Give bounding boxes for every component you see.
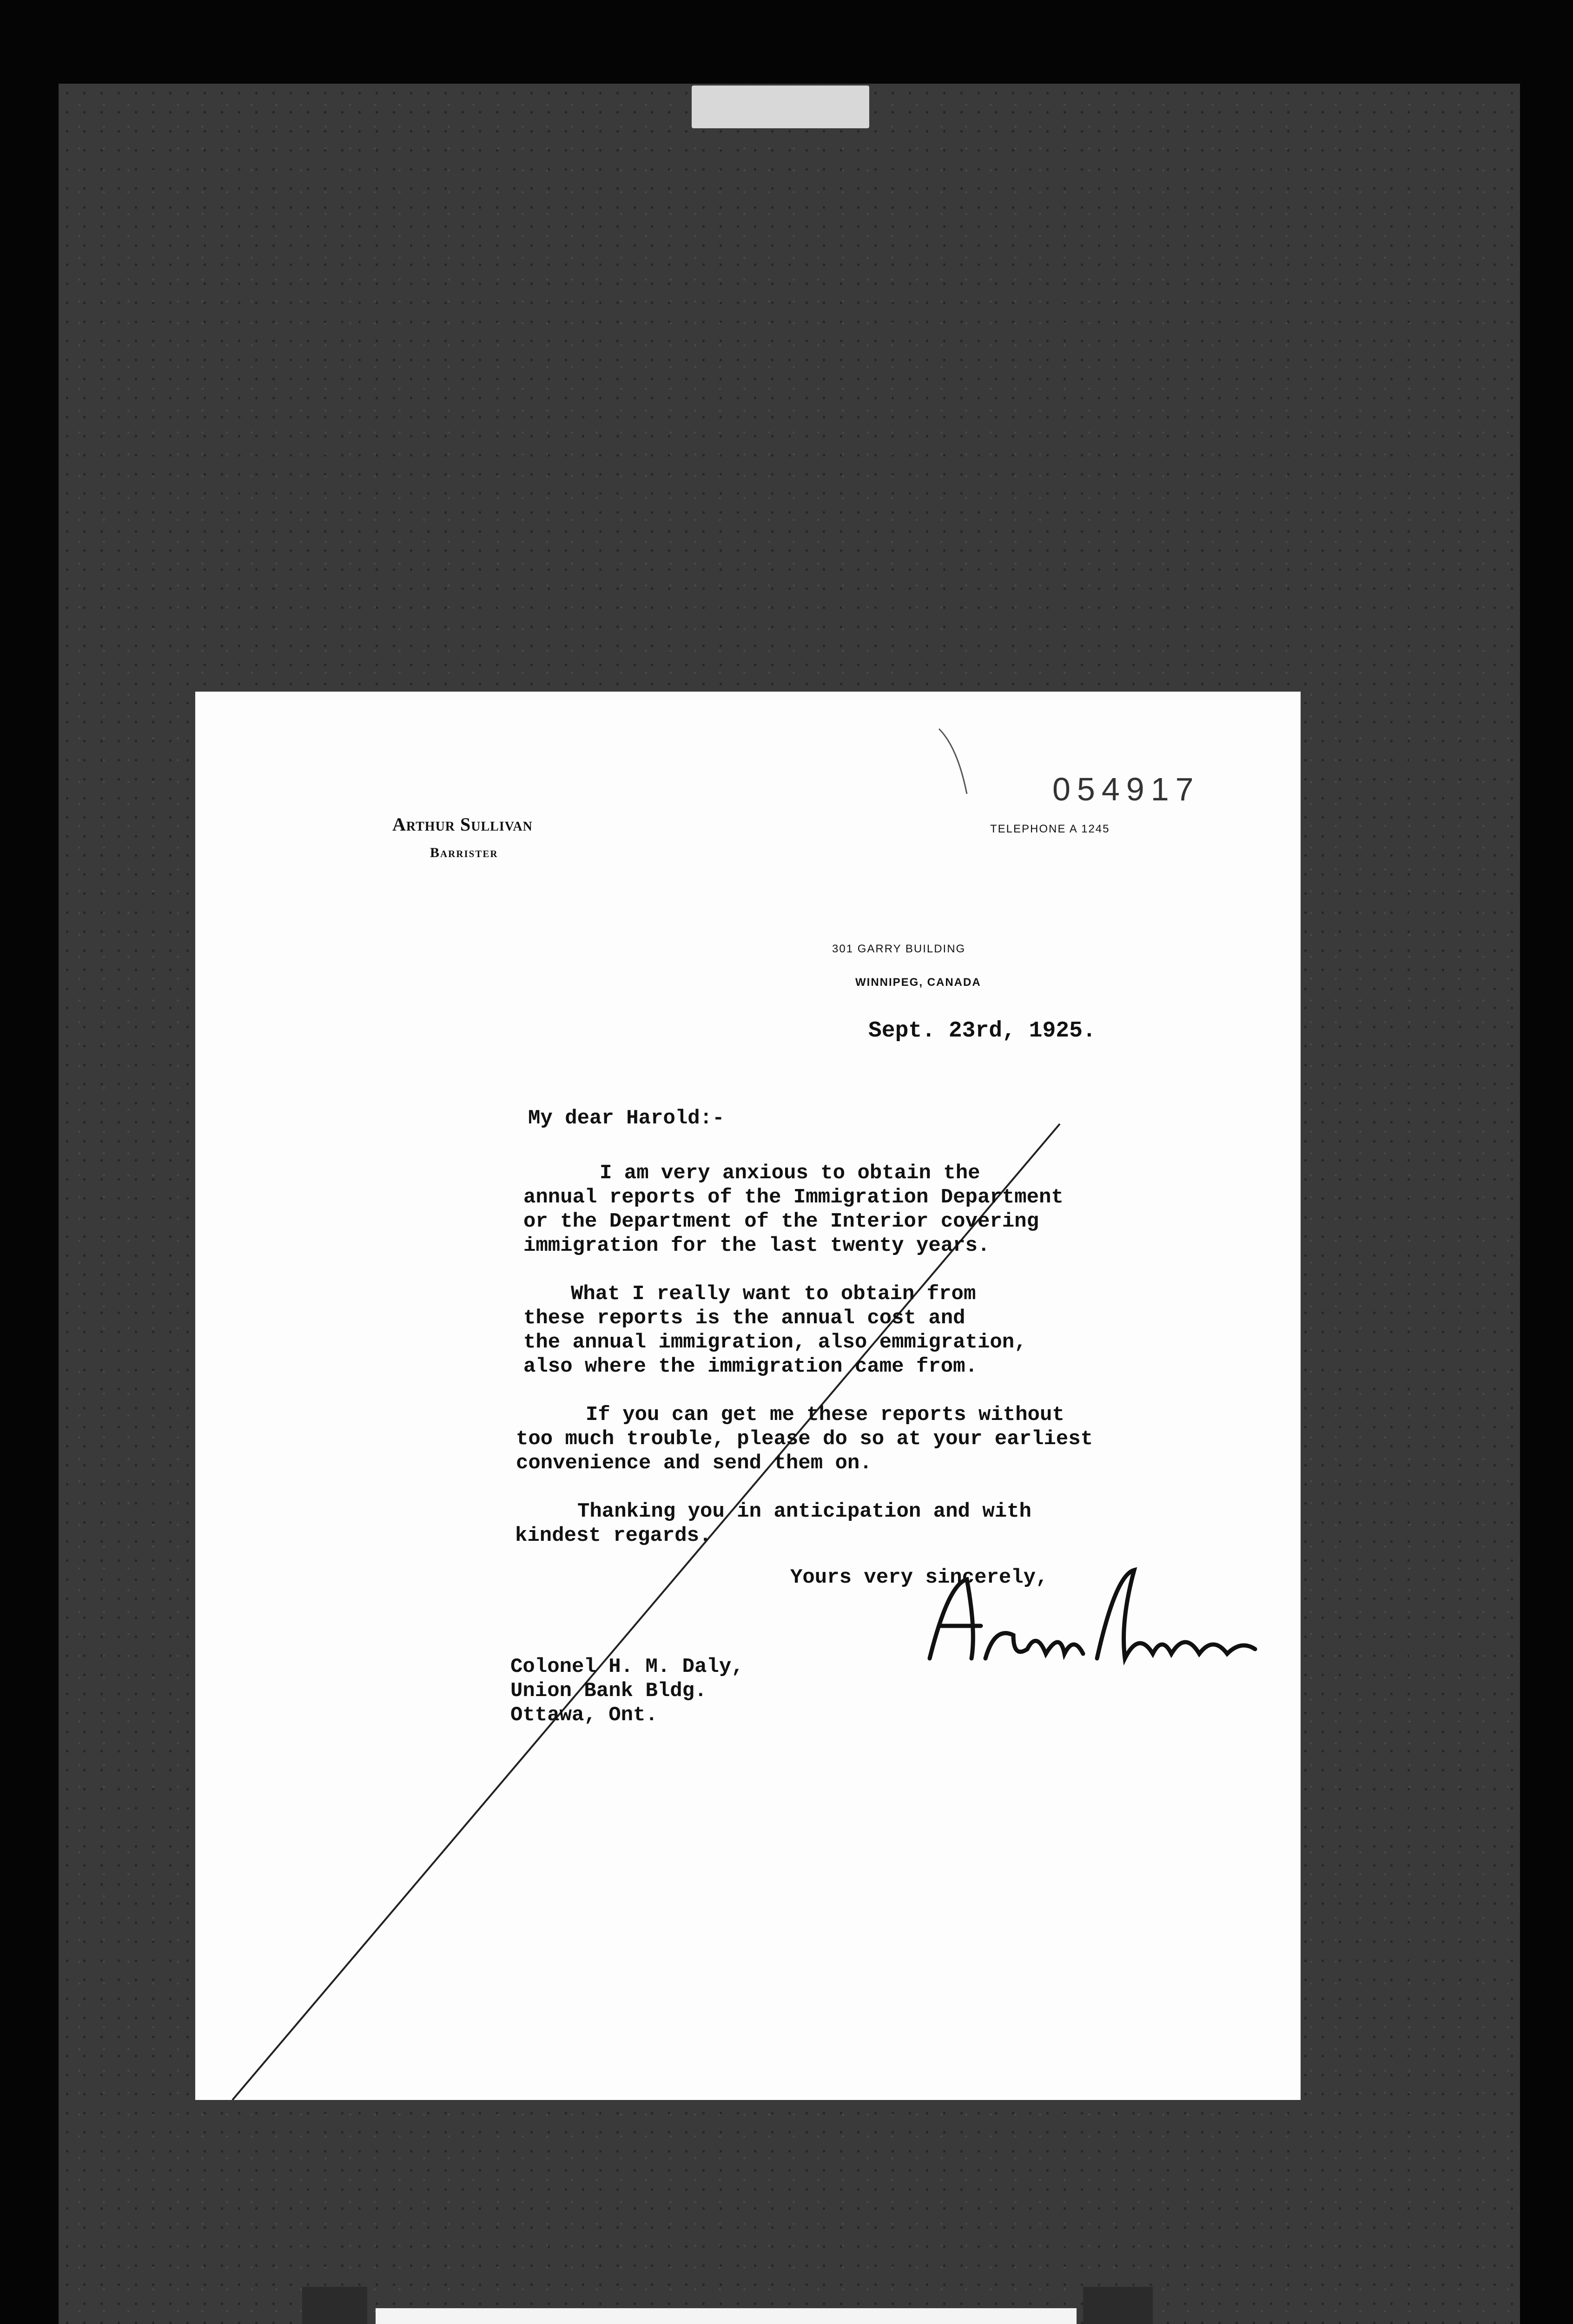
body-line: Thanking you in anticipation and with bbox=[577, 1500, 1031, 1523]
signature bbox=[920, 1565, 1274, 1686]
letter-sheet bbox=[195, 692, 1301, 2100]
mount-tab bbox=[302, 2287, 367, 2324]
archive-number: 054917 bbox=[1052, 771, 1200, 807]
body-line: If you can get me these reports without bbox=[586, 1403, 1064, 1426]
body-line: too much trouble, please do so at your earliest bbox=[516, 1427, 1093, 1451]
recipient-line: Union Bank Bldg. bbox=[510, 1679, 707, 1703]
letterhead-address-1: 301 GARRY BUILDING bbox=[832, 943, 966, 955]
strike-line bbox=[195, 692, 1301, 2100]
recipient-line: Ottawa, Ont. bbox=[510, 1703, 658, 1727]
body-line: convenience and send them on. bbox=[516, 1452, 872, 1475]
letterhead-telephone: TELEPHONE A 1245 bbox=[990, 823, 1110, 835]
mount-tab bbox=[1083, 2287, 1153, 2324]
body-line: the annual immigration, also emmigration, bbox=[523, 1331, 1027, 1354]
body-line: annual reports of the Immigration Department bbox=[523, 1186, 1064, 1209]
salutation: My dear Harold:- bbox=[528, 1107, 725, 1130]
closing: Yours very sincerely, bbox=[790, 1566, 1048, 1589]
body-line: immigration for the last twenty years. bbox=[523, 1234, 990, 1257]
body-line: kindest regards. bbox=[515, 1524, 712, 1547]
letterhead-address-2: WINNIPEG, CANADA bbox=[855, 976, 981, 989]
recipient-line: Colonel H. M. Daly, bbox=[510, 1655, 744, 1678]
letter-date: Sept. 23rd, 1925. bbox=[868, 1018, 1096, 1043]
letterhead-name: Arthur Sullivan bbox=[392, 814, 533, 835]
body-line: What I really want to obtain from bbox=[571, 1282, 976, 1306]
mounting-clip bbox=[692, 86, 869, 128]
body-line: also where the immigration came from. bbox=[523, 1355, 978, 1378]
letterhead-title: Barrister bbox=[430, 845, 498, 860]
archive-reference-slip bbox=[376, 2308, 1077, 2324]
body-line: or the Department of the Interior covering bbox=[523, 1210, 1039, 1233]
body-line: these reports is the annual cost and bbox=[523, 1307, 965, 1330]
body-line: I am very anxious to obtain the bbox=[600, 1162, 980, 1185]
